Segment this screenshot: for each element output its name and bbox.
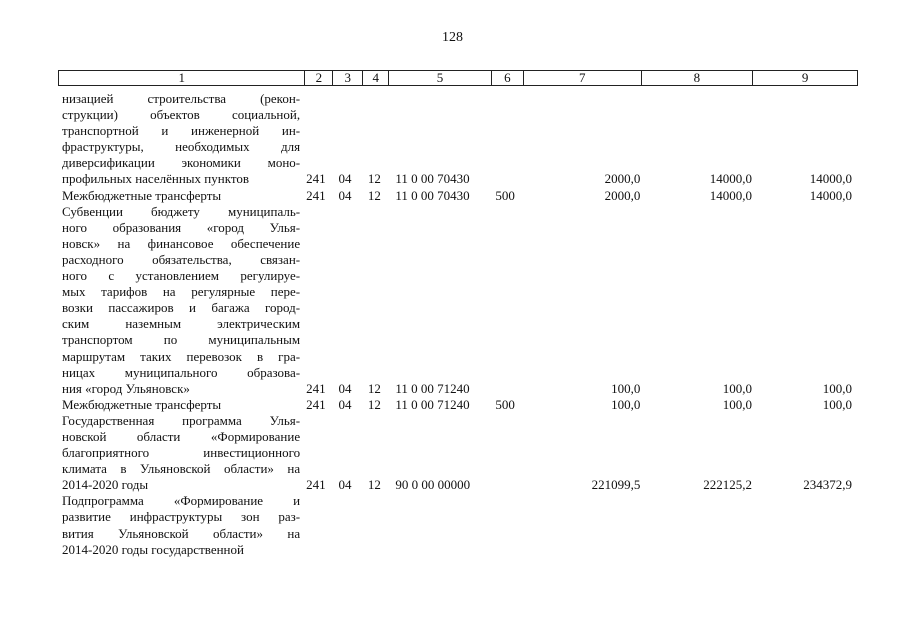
cell-csr: 11 0 00 71240 xyxy=(395,380,470,396)
description-line: фраструктуры, необходимых для xyxy=(62,139,301,155)
row-description xyxy=(62,91,300,188)
header-col-4: 4 xyxy=(363,71,389,85)
description-line: благоприятного инвестиционного xyxy=(62,445,301,461)
cell-a7: 100,0 xyxy=(611,380,641,396)
table-header xyxy=(58,70,858,86)
cell-a7: 100,0 xyxy=(611,396,641,412)
cell-a9: 14000,0 xyxy=(809,171,852,187)
description-line: низацией строительства (рекон- xyxy=(62,91,301,106)
table-body xyxy=(62,91,852,558)
description-line: вития Ульяновской области» на xyxy=(62,525,301,541)
description-line: диверсификации экономики моно- xyxy=(62,155,301,171)
cell-code: 241 xyxy=(306,396,326,412)
header-col-1: 1 xyxy=(59,71,305,85)
cell-sub: 12 xyxy=(367,396,381,412)
row-description xyxy=(62,188,300,204)
header-col-5: 5 xyxy=(389,71,492,85)
cell-sec: 04 xyxy=(338,396,352,412)
description-line: 2014-2020 годы государственной xyxy=(62,541,244,557)
header-col-3: 3 xyxy=(333,71,363,85)
cell-csr: 11 0 00 71240 xyxy=(395,396,470,412)
description-line: новской области «Формирование xyxy=(62,428,301,444)
description-line: новск» на финансовое обеспечение xyxy=(62,235,301,251)
cell-sub: 12 xyxy=(367,477,381,493)
description-line: расходного обязательства, связан- xyxy=(62,251,301,267)
cell-a8: 14000,0 xyxy=(709,171,753,187)
cell-vr: 500 xyxy=(495,396,515,412)
description-line: профильных населённых пунктов xyxy=(62,171,249,187)
row-description xyxy=(62,204,300,397)
cell-sec: 04 xyxy=(338,171,352,187)
cell-code: 241 xyxy=(306,187,326,203)
header-col-2: 2 xyxy=(305,71,333,85)
header-col-9: 9 xyxy=(801,70,809,85)
cell-sec: 04 xyxy=(338,380,352,396)
row-description xyxy=(62,493,300,557)
cell-code: 241 xyxy=(306,171,326,187)
description-line: Субвенции бюджету муниципаль- xyxy=(62,203,301,219)
row-description xyxy=(62,397,300,413)
description-line: ного образования «город Улья- xyxy=(62,219,301,235)
description-line: климата в Ульяновской области» на xyxy=(62,461,301,477)
cell-a9: 234372,9 xyxy=(803,477,852,493)
cell-a8: 222125,2 xyxy=(703,477,753,493)
cell-vr: 500 xyxy=(495,187,515,203)
description-line: ния «город Ульяновск» xyxy=(62,380,190,396)
cell-csr: 11 0 00 70430 xyxy=(395,171,470,187)
description-line: Межбюджетные трансферты xyxy=(62,396,222,412)
table-row xyxy=(62,413,852,493)
description-line: Межбюджетные трансферты xyxy=(62,187,222,203)
cell-a8: 14000,0 xyxy=(709,187,753,203)
description-line: ного с установлением регулируе- xyxy=(62,268,301,284)
cell-a8: 100,0 xyxy=(722,380,753,396)
description-line: 2014-2020 годы xyxy=(62,477,149,493)
description-line: мых тарифов на регулярные пере- xyxy=(62,284,301,300)
description-line: Подпрограмма «Формирование и xyxy=(62,493,301,509)
description-line: развитие инфраструктуры зон раз- xyxy=(62,509,301,525)
cell-a7: 221099,5 xyxy=(591,477,641,493)
cell-sub: 12 xyxy=(367,187,381,203)
cell-a9: 100,0 xyxy=(822,380,852,396)
cell-code: 241 xyxy=(306,380,326,396)
cell-csr: 90 0 00 00000 xyxy=(395,477,471,493)
description-line: Государственная программа Улья- xyxy=(62,412,301,428)
cell-a9: 14000,0 xyxy=(809,187,852,203)
cell-a7: 2000,0 xyxy=(604,187,641,203)
cell-sec: 04 xyxy=(338,477,352,493)
cell-sec: 04 xyxy=(338,187,352,203)
description-line: струкции) объектов социальной, xyxy=(62,107,301,123)
description-line: маршрутам таких перевозок в гра- xyxy=(62,348,301,364)
table-row xyxy=(62,91,852,188)
table-row xyxy=(62,397,852,413)
cell-sub: 12 xyxy=(367,171,381,187)
table-row xyxy=(62,188,852,204)
description-line: ским наземным электрическим xyxy=(62,316,301,332)
page-number: 128 xyxy=(442,30,463,45)
header-col-7: 7 xyxy=(524,71,642,85)
cell-sub: 12 xyxy=(367,380,381,396)
description-line: транспортной и инженерной ин- xyxy=(62,123,301,139)
table-row xyxy=(62,493,852,557)
cell-a8: 100,0 xyxy=(722,396,753,412)
header-col-8: 8 xyxy=(642,71,754,85)
cell-code: 241 xyxy=(306,477,326,493)
header-col-6: 6 xyxy=(492,71,524,85)
description-line: ницах муниципального образова- xyxy=(62,364,301,380)
description-line: возки пассажиров и багажа город- xyxy=(62,300,301,316)
cell-csr: 11 0 00 70430 xyxy=(395,187,470,203)
row-description xyxy=(62,413,300,493)
cell-a7: 2000,0 xyxy=(604,171,641,187)
description-line: транспортом по муниципальным xyxy=(62,332,301,348)
cell-a9: 100,0 xyxy=(822,396,852,412)
table-row xyxy=(62,204,852,397)
